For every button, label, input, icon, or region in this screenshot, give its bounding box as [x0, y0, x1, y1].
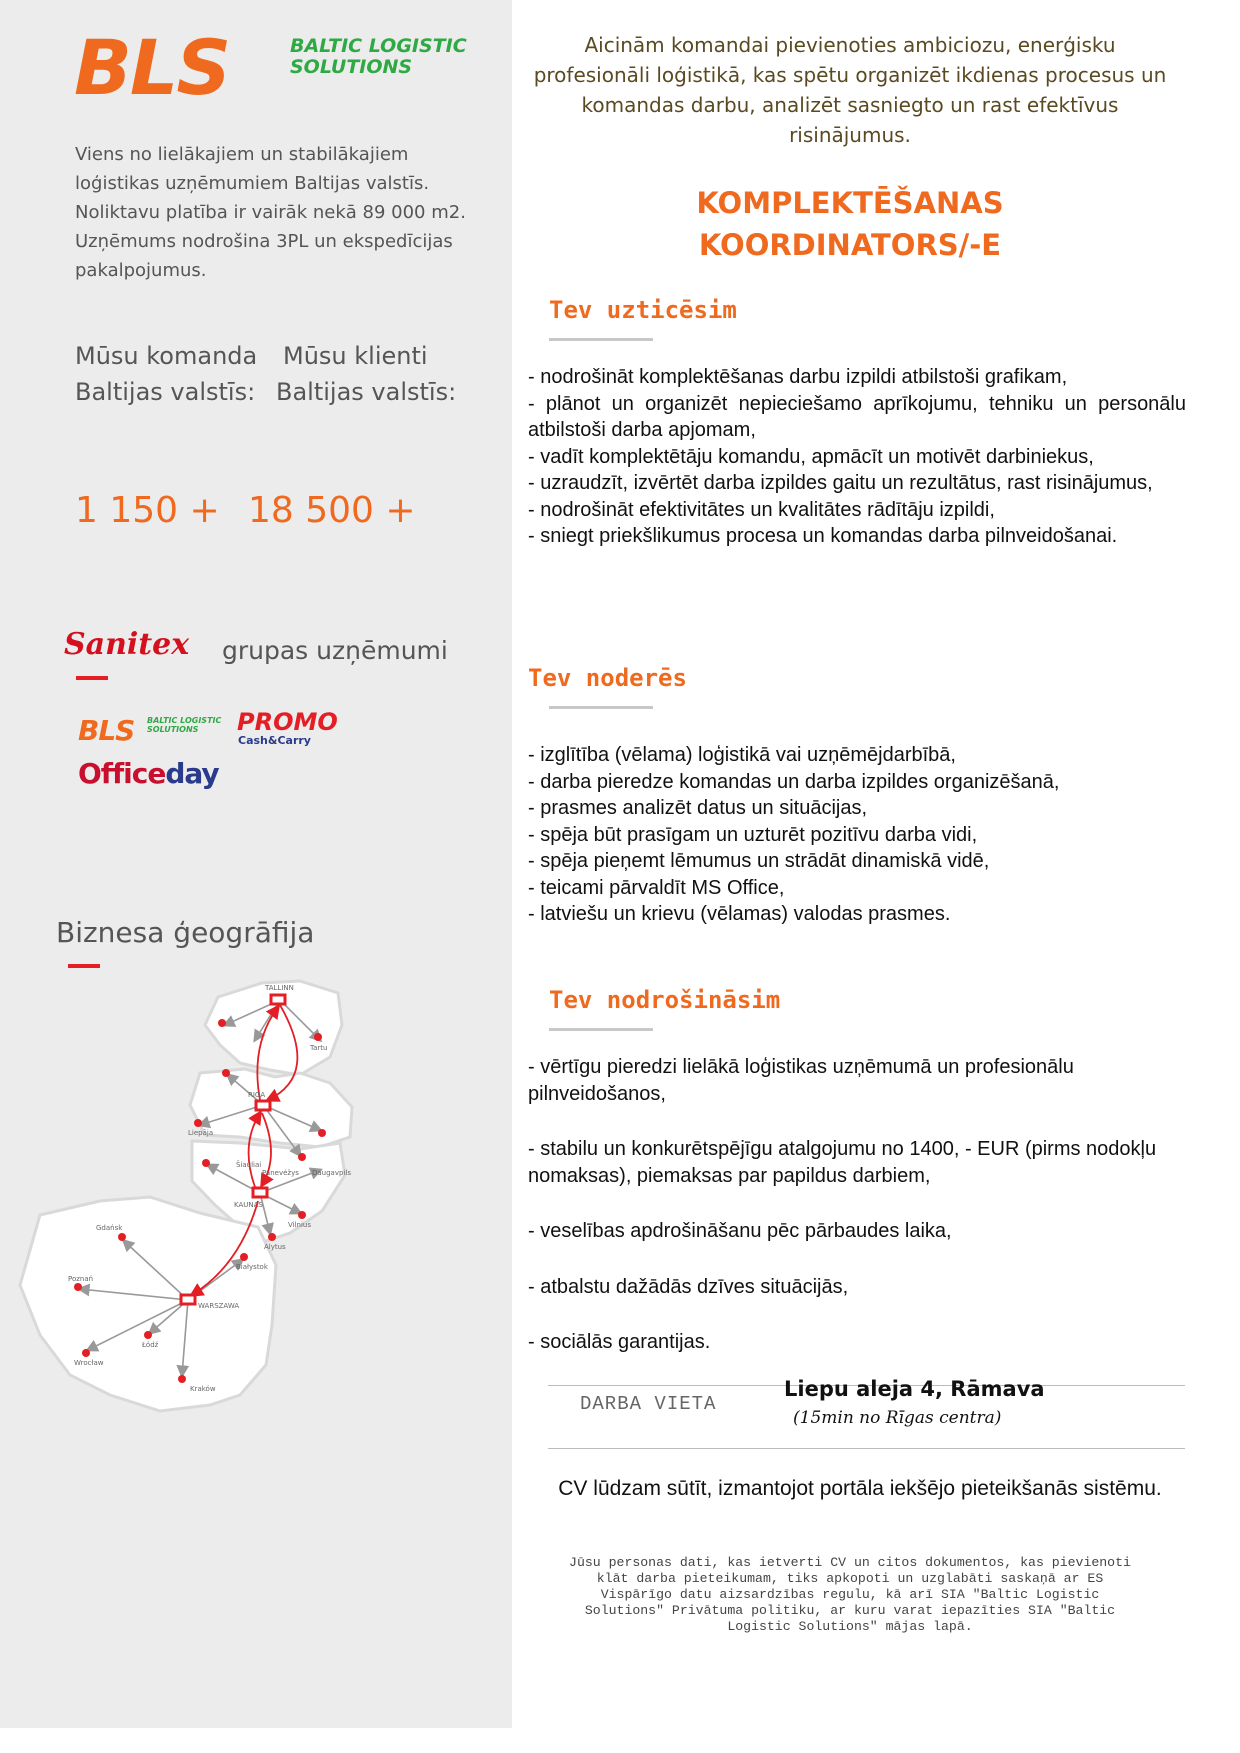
city-pin: [268, 1233, 276, 1241]
invite-line: Aicinām komandai pievienoties ambiciozu, enerģisku: [584, 33, 1116, 57]
list-item: - vadīt komplektētāju komandu, apmācīt un motivēt darbiniekus,: [528, 445, 1094, 468]
city-label: Tartu: [310, 1044, 328, 1052]
city-label: Łódź: [142, 1341, 159, 1349]
invite-line: profesionāli loģistikā, kas spētu organizēt ikdienas procesus un: [533, 63, 1167, 87]
list-item: - plānot un organizēt nepieciešamo aprīkojumu, tehniku un personālu atbilstoši darba apjomam,: [528, 392, 1186, 441]
city-label: TALLINN: [265, 984, 294, 992]
job-title-line: KOMPLEKTĒŠANAS: [696, 186, 1004, 220]
city-pin: [144, 1331, 152, 1339]
stats-labels: [75, 338, 515, 410]
bls-logo: BLS: [74, 23, 230, 112]
group-label: grupas uzņēmumi: [222, 636, 448, 665]
bls-logo-subtitle: [290, 36, 467, 78]
section-divider: [549, 338, 653, 341]
promo-logo: PROMO: [237, 708, 338, 736]
city-pin: [222, 1069, 230, 1077]
city-pin: [240, 1253, 248, 1261]
geography-title: Biznesa ģeogrāfija: [56, 916, 315, 949]
list-item: - izglītība (vēlama) loģistikā vai uzņēmējdarbībā,: [528, 744, 956, 766]
promo-logo-subtitle: Cash&Carry: [238, 734, 311, 747]
list-item: - latviešu un krievu (vēlamas) valodas prasmes.: [528, 903, 951, 925]
company-intro: [75, 140, 495, 285]
city-label: Wrocław: [74, 1359, 104, 1367]
gdpr-line: Jūsu personas dati, kas ietverti CV un citos dokumentos, kas pievienoti: [569, 1555, 1131, 1570]
list-item: - atbalstu dažādās dzīves situācijās,: [528, 1275, 849, 1298]
city-pin: [218, 1019, 226, 1027]
gdpr-line: klāt darba pieteikumam, tiks apkopoti un uzglabāti saskaņā ar ES: [596, 1571, 1104, 1586]
officeday-part-2: day: [165, 757, 219, 790]
invitation-text: [520, 30, 1180, 150]
city-label: Liepāja: [188, 1129, 214, 1137]
geography-map: [0, 965, 512, 1445]
invite-line: risinājumus.: [789, 123, 911, 147]
hub-marker: [253, 1188, 267, 1197]
city-pin: [298, 1153, 306, 1161]
list-item: - darba pieredze komandas un darba izpildes organizēšanā,: [528, 770, 1060, 793]
list-item: - sociālās garantijas.: [528, 1331, 711, 1353]
logo-sub-line-2: SOLUTIONS: [290, 56, 413, 78]
sanitex-logo: Sanitex: [64, 627, 190, 662]
city-label: Vilnius: [288, 1221, 311, 1229]
invite-line: komandas darbu, analizēt sasniegto un rast efektīvus: [581, 93, 1119, 117]
intro-line: loģistikas uzņēmumiem Baltijas valstīs.: [75, 173, 430, 194]
team-label: Mūsu komanda: [75, 342, 258, 370]
list-item: - teicami pārvaldīt MS Office,: [528, 876, 785, 899]
trust-list: [528, 364, 1186, 550]
intro-line: Noliktavu platība ir vairāk nekā 89 000 m2.: [75, 202, 466, 223]
city-label: Daugavpils: [312, 1169, 351, 1177]
list-item: - vērtīgu pieredzi lielākā loģistikas uzņēmumā un profesionālu pilnveidošanos,: [528, 1056, 1074, 1105]
gdpr-line: Vispārīgo datu aizsardzības regulu, kā arī SIA "Baltic Logistic: [600, 1587, 1100, 1602]
list-item: - stabilu un konkurētspējīgu atalgojumu no 1400, - EUR (pirms nodokļu nomaksas), piemaksas par papildus darbiem,: [528, 1138, 1157, 1187]
list-item: - prasmes analizēt datus un situācijas,: [528, 797, 868, 819]
list-item: - nodrošināt efektivitātes un kvalitātes rādītāju izpildi,: [528, 498, 995, 521]
city-label: Panevėžys: [262, 1169, 299, 1177]
city-label: Kraków: [190, 1385, 216, 1393]
hub-marker: [256, 1101, 270, 1110]
city-label: Poznań: [68, 1275, 94, 1283]
city-pin: [74, 1283, 82, 1291]
provide-list: [528, 1054, 1188, 1385]
section-divider: [549, 1028, 653, 1031]
section-title-trust: Tev uzticēsim: [549, 296, 737, 324]
list-item: - nodrošināt komplektēšanas darbu izpildi atbilstoši grafikam,: [528, 366, 1068, 388]
logo-sub-line-1: BALTIC LOGISTIC: [290, 35, 467, 57]
team-count: 1 150 +: [75, 490, 220, 531]
city-pin: [314, 1033, 322, 1041]
list-item: - uzraudzīt, izvērtēt darba izpildes gaitu un rezultātus, rast risinājumus,: [528, 472, 1153, 494]
officeday-logo: [78, 757, 219, 790]
city-pin: [202, 1159, 210, 1167]
job-title-line: KOORDINATORS/-E: [698, 228, 1002, 262]
hub-marker: [181, 1295, 195, 1304]
gdpr-line: Logistic Solutions" mājas lapā.: [727, 1619, 973, 1634]
section-divider: [549, 706, 653, 709]
clients-label: Mūsu klienti: [283, 342, 428, 370]
intro-line: Uzņēmums nodrošina 3PL un ekspedīcijas: [75, 231, 453, 252]
list-item: - spēja būt prasīgam un uzturēt pozitīvu darba vidi,: [528, 823, 978, 846]
city-label: RIGA: [248, 1091, 266, 1099]
city-pin: [118, 1233, 126, 1241]
city-label: Gdańsk: [96, 1224, 123, 1232]
hub-marker: [271, 995, 285, 1004]
clients-count: 18 500 +: [248, 490, 416, 531]
job-title: [600, 182, 1100, 266]
gdpr-notice: [545, 1555, 1155, 1635]
list-item: - spēja pieņemt lēmumus un strādāt dinamiskā vidē,: [528, 850, 990, 872]
city-label: WARSZAWA: [198, 1302, 240, 1310]
gdpr-line: Solutions" Privātuma politiku, ar kuru varat iepazīties SIA "Baltic: [584, 1603, 1116, 1618]
fit-list: [528, 742, 1128, 928]
city-pin: [318, 1129, 326, 1137]
workplace-address: Liepu aleja 4, Rāmava: [784, 1377, 1045, 1401]
officeday-part-1: Office: [78, 757, 166, 790]
city-pin: [178, 1375, 186, 1383]
city-label: KAUNAS: [234, 1201, 263, 1209]
city-pin: [298, 1211, 306, 1219]
city-pin: [194, 1119, 202, 1127]
cv-instructions: CV lūdzam sūtīt, izmantojot portāla iekšējo pieteikšanās sistēmu.: [558, 1477, 1162, 1500]
stats-values: [75, 490, 416, 531]
city-label: Białystok: [236, 1263, 268, 1271]
bls-small-logo-subtitle: [147, 716, 221, 734]
divider-accent: [76, 676, 108, 680]
bls-small-sub-line: BALTIC LOGISTIC: [147, 716, 222, 725]
list-item: - sniegt priekšlikumus procesa un komandas darba pilnveidošanai.: [528, 525, 1118, 547]
city-label: Alytus: [264, 1243, 286, 1251]
intro-line: Viens no lielākajiem un stabilākajiem: [75, 144, 409, 165]
workplace-bottom-rule: [548, 1448, 1185, 1449]
workplace-label: DARBA VIETA: [580, 1393, 717, 1415]
section-title-fit: Tev noderēs: [528, 664, 687, 692]
bls-small-logo: BLS: [78, 714, 135, 747]
list-item: - veselības apdrošināšanu pēc pārbaudes laika,: [528, 1220, 952, 1242]
intro-line: pakalpojumus.: [75, 260, 207, 281]
clients-label-2: Baltijas valstīs:: [276, 378, 457, 406]
team-label-2: Baltijas valstīs:: [75, 378, 256, 406]
bls-small-sub-line: SOLUTIONS: [147, 725, 199, 734]
section-title-provide: Tev nodrošināsim: [549, 986, 781, 1014]
workplace-note: (15min no Rīgas centra): [793, 1408, 1002, 1428]
city-label: Šiauliai: [236, 1161, 262, 1169]
city-pin: [82, 1349, 90, 1357]
